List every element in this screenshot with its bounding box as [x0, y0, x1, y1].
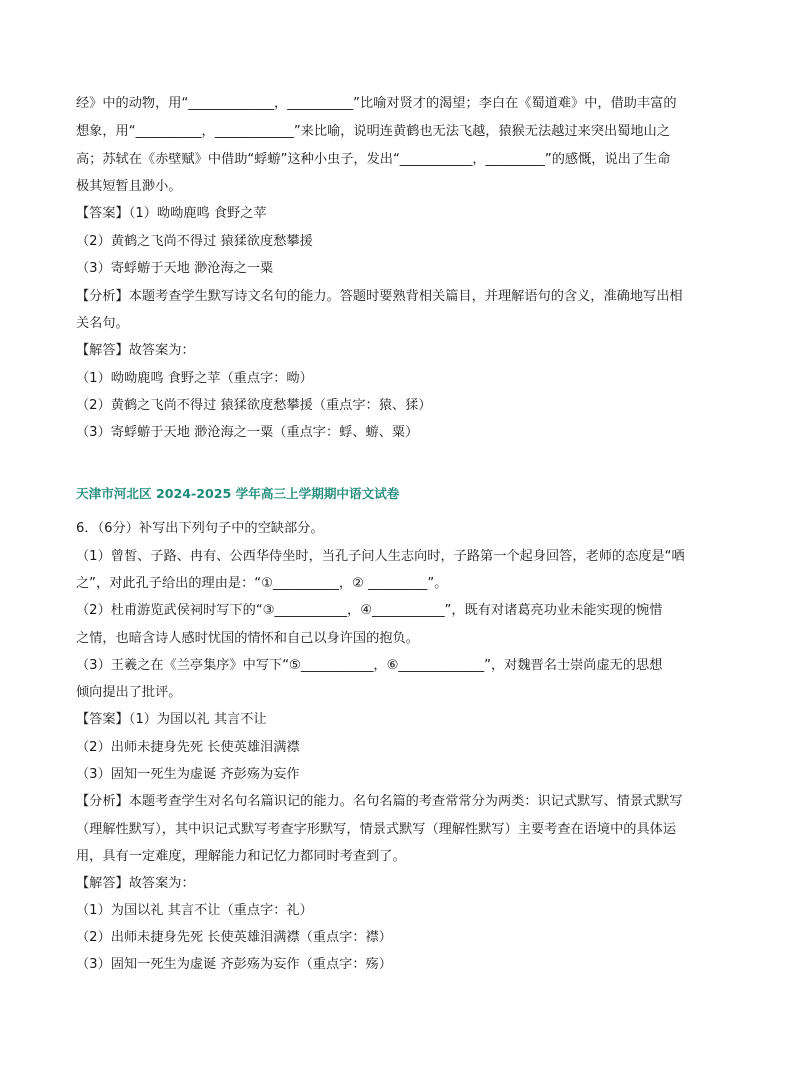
question-text-line: 之情，也暗含诗人感时忧国的情怀和自己以身许国的抱负。 — [76, 631, 419, 646]
question-text-line: 6．（6分）补写出下列句子中的空缺部分。 — [76, 521, 324, 536]
analysis-line: 【分析】本题考查学生对名句名篇识记的能力。名句名篇的考查常常分为两类：识记式默写、情景式默写 — [76, 794, 683, 809]
question-text-line: 高；苏轼在《赤壁赋》中借助“蜉蝣”这种小虫子，发出“___________，_________”的感慨，说出了生命 — [76, 152, 671, 167]
question-text-line: 想象，用“__________，____________”来比喻，说明连黄鹤也无法飞越，猿猴无法越过来突出蜀地山之 — [76, 124, 670, 139]
solution-line: （1）呦呦鹿鸣 食野之苹（重点字：呦） — [76, 371, 313, 386]
analysis-line: 关名句。 — [76, 316, 129, 331]
solution-line: （2）出师未捷身先死 长使英雄泪满襟（重点字：襟） — [76, 930, 392, 945]
answer-line: （2）出师未捷身先死 长使英雄泪满襟 — [76, 740, 300, 755]
answer-line: 【答案】（1）呦呦鹿鸣 食野之苹 — [76, 206, 267, 221]
question-text-line: 倾向提出了批评。 — [76, 685, 182, 700]
answer-line: （2）黄鹤之飞尚不得过 猿猱欲度愁攀援 — [76, 234, 313, 249]
question-text-line: 极其短暂且渺小。 — [76, 179, 182, 194]
solution-line: （3）固知一死生为虚诞 齐彭殇为妄作（重点字：殇） — [76, 957, 392, 972]
solution-line: 【解答】故答案为： — [76, 876, 195, 891]
solution-line: （3）寄蜉蝣于天地 渺沧海之一粟（重点字：蜉、蝣、粟） — [76, 425, 419, 440]
solution-line: （2）黄鹤之飞尚不得过 猿猱欲度愁攀援（重点字：猿、猱） — [76, 398, 432, 413]
answer-line: （3）寄蜉蝣于天地 渺沧海之一粟 — [76, 261, 274, 276]
question-text-line: 经》中的动物，用“_____________，__________”比喻对贤才的渴望；李白在《蜀道难》中，借助丰富的 — [76, 96, 677, 111]
question-text-line: （2）杜甫游览武侯祠时写下的“③___________，④___________”，既有对诸葛亮功业未能实现的惋惜 — [76, 603, 663, 618]
question-text-line: （1）曾皙、子路、冉有、公西华侍坐时，当孔子问人生志向时，子路第一个起身回答，老师的态度是“哂 — [76, 549, 685, 564]
answer-line: （3）固知一死生为虚诞 齐彭殇为妄作 — [76, 767, 300, 782]
analysis-line: （理解性默写），其中识记式默写考查字形默写，情景式默写（理解性默写）主要考查在语境中的具体运 — [76, 822, 677, 837]
question-text-line: 之”，对此孔子给出的理由是：“①__________，② _________”。 — [76, 576, 448, 591]
solution-line: （1）为国以礼 其言不让（重点字：礼） — [76, 903, 313, 918]
section-title: 天津市河北区 2024-2025 学年高三上学期期中语文试卷 — [76, 486, 400, 501]
solution-line: 【解答】故答案为： — [76, 343, 195, 358]
question-text-line: （3）王羲之在《兰亭集序》中写下“⑤___________，⑥_____________”，对魏晋名士崇尚虚无的思想 — [76, 658, 663, 673]
answer-line: 【答案】（1）为国以礼 其言不让 — [76, 712, 267, 727]
analysis-line: 用，具有一定难度，理解能力和记忆力都同时考查到了。 — [76, 849, 406, 864]
analysis-line: 【分析】本题考查学生默写诗文名句的能力。答题时要熟背相关篇目，并理解语句的含义，准确地写出相 — [76, 289, 683, 304]
